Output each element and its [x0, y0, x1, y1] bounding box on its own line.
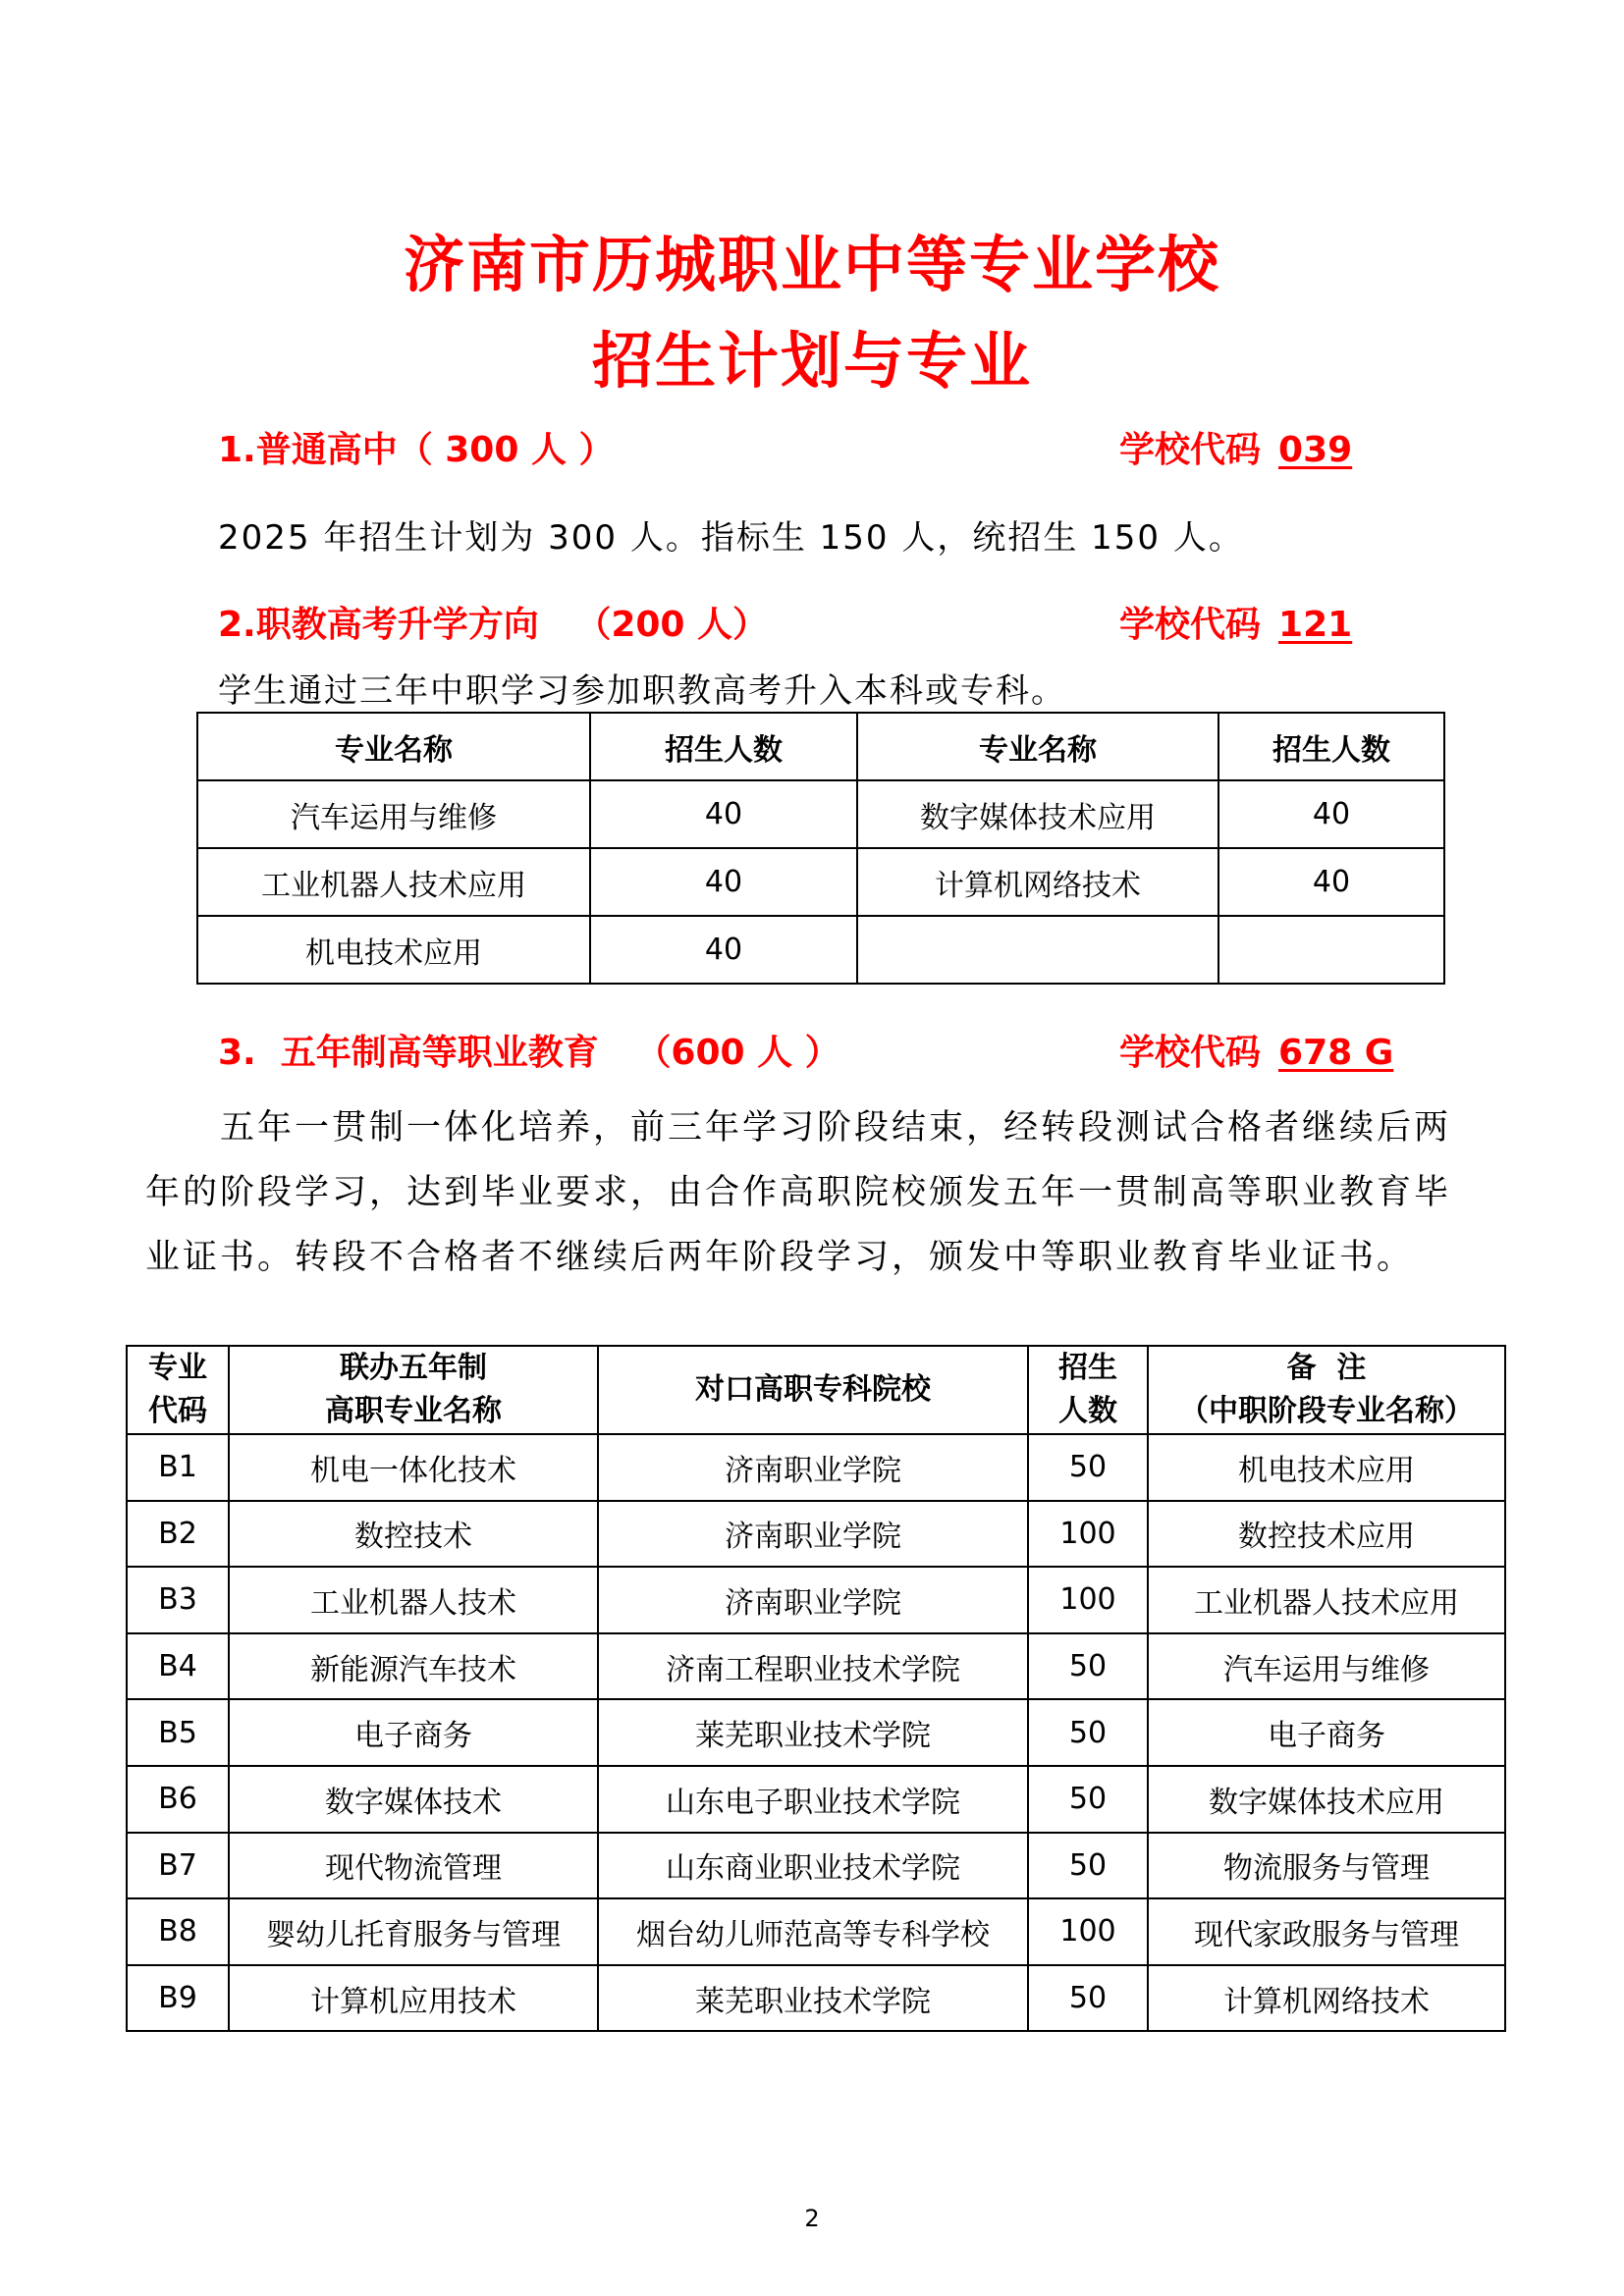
- page-number: 2: [804, 2205, 820, 2232]
- table-row: [127, 1434, 1505, 1501]
- vocational-exam-table: [196, 712, 1445, 985]
- table-row: [127, 1567, 1505, 1633]
- major-name: 婴幼儿托育服务与管理: [229, 1898, 598, 1965]
- partner-college: 济南职业学院: [598, 1434, 1028, 1501]
- major-name: [857, 916, 1218, 984]
- major-code: B6: [127, 1766, 229, 1833]
- enrollment-count: 40: [1218, 848, 1444, 916]
- major-name: 机电一体化技术: [229, 1434, 598, 1501]
- paragraph-line: 年的阶段学习，达到毕业要求，由合作高职院校颁发五年一贯制高等职业教育毕: [145, 1173, 1452, 1212]
- major-code: B2: [127, 1501, 229, 1568]
- partner-college: 莱芜职业技术学院: [598, 1965, 1028, 2032]
- major-code: B5: [127, 1699, 229, 1766]
- secondary-major-note: 汽车运用与维修: [1148, 1633, 1505, 1700]
- header-cell-school: 对口高职专科院校: [598, 1346, 1028, 1434]
- enrollment-count: 40: [590, 780, 857, 848]
- document-title: 济南市历城职业中等专业学校: [403, 229, 1220, 300]
- table-row: [127, 1699, 1505, 1766]
- partner-college: 济南工程职业技术学院: [598, 1633, 1028, 1700]
- school-code-label: 学校代码: [1119, 430, 1262, 470]
- enrollment-count: 50: [1028, 1434, 1148, 1501]
- enrollment-count: 100: [1028, 1501, 1148, 1568]
- paragraph-line: 五年一贯制一体化培养，前三年学习阶段结束，经转段测试合格者继续后两: [220, 1108, 1452, 1148]
- major-code: B8: [127, 1898, 229, 1965]
- enrollment-count: 50: [1028, 1766, 1148, 1833]
- partner-college: 莱芜职业技术学院: [598, 1699, 1028, 1766]
- major-name: 电子商务: [229, 1699, 598, 1766]
- table-header-row: [197, 713, 1444, 780]
- major-name: 计算机应用技术: [229, 1965, 598, 2032]
- partner-college: 山东电子职业技术学院: [598, 1766, 1028, 1833]
- header-cell-count: 招生 人数: [1028, 1346, 1148, 1434]
- secondary-major-note: 物流服务与管理: [1148, 1833, 1505, 1899]
- header-cell-note: 备 注 （中职阶段专业名称）: [1148, 1346, 1505, 1434]
- table-row: [197, 848, 1444, 916]
- enrollment-count: 50: [1028, 1699, 1148, 1766]
- major-name: 计算机网络技术: [857, 848, 1218, 916]
- enrollment-count: 100: [1028, 1567, 1148, 1633]
- five-year-program-table: [126, 1345, 1506, 2032]
- table-row: [197, 916, 1444, 984]
- header-cell: 专业名称: [197, 713, 590, 780]
- header-cell: 招生人数: [1218, 713, 1444, 780]
- major-name: 数字媒体技术应用: [857, 780, 1218, 848]
- enrollment-count: 50: [1028, 1633, 1148, 1700]
- table-row: [127, 1501, 1505, 1568]
- section2-heading: 2.职教高考升学方向 （200 人）: [218, 605, 769, 645]
- enrollment-count: 100: [1028, 1898, 1148, 1965]
- enrollment-count: 40: [590, 916, 857, 984]
- section3-school-code: [1119, 1025, 1393, 1075]
- table-row: [127, 1833, 1505, 1899]
- school-code-value: 121: [1278, 605, 1353, 645]
- table-header-row: [127, 1346, 1505, 1434]
- header-cell: 招生人数: [590, 713, 857, 780]
- secondary-major-note: 数控技术应用: [1148, 1501, 1505, 1568]
- paragraph-line: 业证书。转段不合格者不继续后两年阶段学习，颁发中等职业教育毕业证书。: [145, 1238, 1415, 1277]
- major-name: 汽车运用与维修: [197, 780, 590, 848]
- secondary-major-note: 数字媒体技术应用: [1148, 1766, 1505, 1833]
- enrollment-count: 40: [590, 848, 857, 916]
- enrollment-count: [1218, 916, 1444, 984]
- partner-college: 山东商业职业技术学院: [598, 1833, 1028, 1899]
- partner-college: 济南职业学院: [598, 1567, 1028, 1633]
- major-name: 工业机器人技术应用: [197, 848, 590, 916]
- section1-heading: 1.普通高中（ 300 人 ）: [218, 430, 615, 470]
- major-name: 数字媒体技术: [229, 1766, 598, 1833]
- secondary-major-note: 电子商务: [1148, 1699, 1505, 1766]
- major-name: 工业机器人技术: [229, 1567, 598, 1633]
- header-cell-code: 专业 代码: [127, 1346, 229, 1434]
- secondary-major-note: 现代家政服务与管理: [1148, 1898, 1505, 1965]
- major-name: 现代物流管理: [229, 1833, 598, 1899]
- school-code-value: 039: [1278, 430, 1353, 470]
- document-subtitle: 招生计划与专业: [591, 325, 1032, 397]
- partner-college: 烟台幼儿师范高等专科学校: [598, 1898, 1028, 1965]
- major-code: B7: [127, 1833, 229, 1899]
- school-code-label: 学校代码: [1119, 1033, 1262, 1073]
- table-row: [127, 1766, 1505, 1833]
- table-row: [197, 780, 1444, 848]
- table-row: [127, 1898, 1505, 1965]
- enrollment-count: 50: [1028, 1833, 1148, 1899]
- table-row: [127, 1633, 1505, 1700]
- major-name: 机电技术应用: [197, 916, 590, 984]
- major-code: B3: [127, 1567, 229, 1633]
- school-code-value: 678 G: [1278, 1033, 1394, 1073]
- secondary-major-note: 机电技术应用: [1148, 1434, 1505, 1501]
- section3-paragraph: [145, 1095, 1500, 1290]
- table-row: [127, 1965, 1505, 2032]
- section1-school-code: [1119, 422, 1352, 472]
- section2-text: 学生通过三年中职学习参加职教高考升入本科或专科。: [218, 671, 1066, 711]
- header-cell: 专业名称: [857, 713, 1218, 780]
- major-code: B4: [127, 1633, 229, 1700]
- major-code: B9: [127, 1965, 229, 2032]
- enrollment-count: 50: [1028, 1965, 1148, 2032]
- section1-text: 2025 年招生计划为 300 人。指标生 150 人，统招生 150 人。: [218, 518, 1244, 558]
- major-name: 新能源汽车技术: [229, 1633, 598, 1700]
- enrollment-count: 40: [1218, 780, 1444, 848]
- partner-college: 济南职业学院: [598, 1501, 1028, 1568]
- major-name: 数控技术: [229, 1501, 598, 1568]
- school-code-label: 学校代码: [1119, 605, 1262, 645]
- section3-heading: 3. 五年制高等职业教育 （600 人 ）: [218, 1033, 840, 1073]
- secondary-major-note: 工业机器人技术应用: [1148, 1567, 1505, 1633]
- header-cell-major: 联办五年制 高职专业名称: [229, 1346, 598, 1434]
- major-code: B1: [127, 1434, 229, 1501]
- section2-school-code: [1119, 597, 1352, 647]
- secondary-major-note: 计算机网络技术: [1148, 1965, 1505, 2032]
